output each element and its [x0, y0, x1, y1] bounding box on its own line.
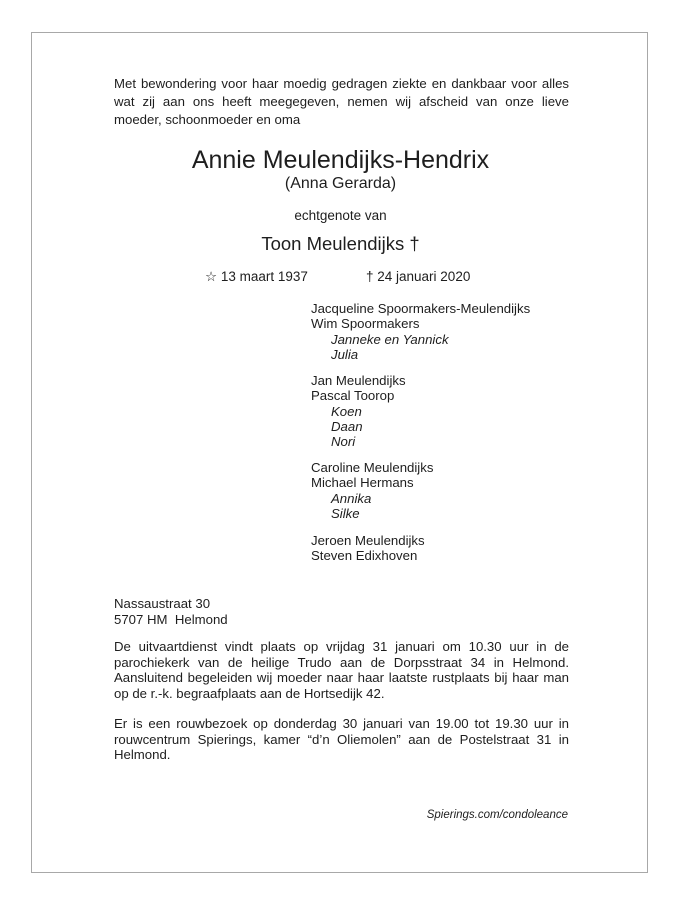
family-adult: Pascal Toorop [311, 388, 395, 404]
death-date: † 24 januari 2020 [366, 269, 471, 284]
spouse-name: Toon Meulendijks † [261, 233, 420, 254]
address-city: 5707 HM Helmond [114, 611, 228, 627]
family-child: Julia [331, 346, 359, 362]
family-adult: Wim Spoormakers [311, 316, 420, 332]
funeral-service-text: De uitvaartdienst vindt plaats op vrijdag 31 januari om 10.30 uur in de parochiekerk van de heilige Trudo aan de Dorpsstraat 34 in Helmond. Aansluitend begeleiden wij moeder naar haar laatste rustplaats bij haar man op de r.-k. begraafplaats aan de Hortsedijk 42. [114, 639, 569, 701]
family-adult: Jan Meulendijks [311, 373, 406, 388]
family-names [311, 533, 425, 564]
family-adult: Steven Edixhoven [311, 548, 418, 564]
intro-text: Met bewondering voor haar moedig gedragen ziekte en dankbaar voor alles wat zij aan ons heeft meegegeven, nemen wij afscheid van onze lieve moeder, schoonmoeder en oma [114, 76, 569, 127]
condolence-link[interactable]: Spierings.com/condoleance [426, 809, 568, 821]
deceased-name: Annie Meulendijks-Hendrix [191, 146, 490, 174]
family-child: Daan [331, 418, 363, 434]
family-child: Nori [331, 434, 356, 450]
home-address [114, 596, 569, 627]
family-adult: Jacqueline Spoormakers-Meulendijks [311, 301, 531, 316]
family-names [311, 460, 433, 521]
family-names [311, 301, 530, 362]
family-adult: Jeroen Meulendijks [311, 533, 425, 548]
birth-date: ☆ 13 maart 1937 [205, 269, 308, 284]
family-child: Koen [331, 403, 362, 419]
family-child: Annika [331, 490, 372, 506]
family-names [311, 373, 406, 449]
family-child: Silke [331, 505, 360, 521]
deceased-alias: (Anna Gerarda) [284, 175, 397, 192]
family-adult: Caroline Meulendijks [311, 460, 434, 475]
address-street: Nassaustraat 30 [114, 596, 211, 611]
visitation-text: Er is een rouwbezoek op donderdag 30 januari van 19.00 tot 19.30 uur in rouwcentrum Spierings, kamer “d’n Oliemolen” aan de Postelstraat 31 in Helmond. [114, 716, 569, 762]
spouse-label: echtgenote van [294, 208, 387, 223]
family-child: Janneke en Yannick [331, 331, 449, 347]
family-adult: Michael Hermans [311, 475, 414, 491]
